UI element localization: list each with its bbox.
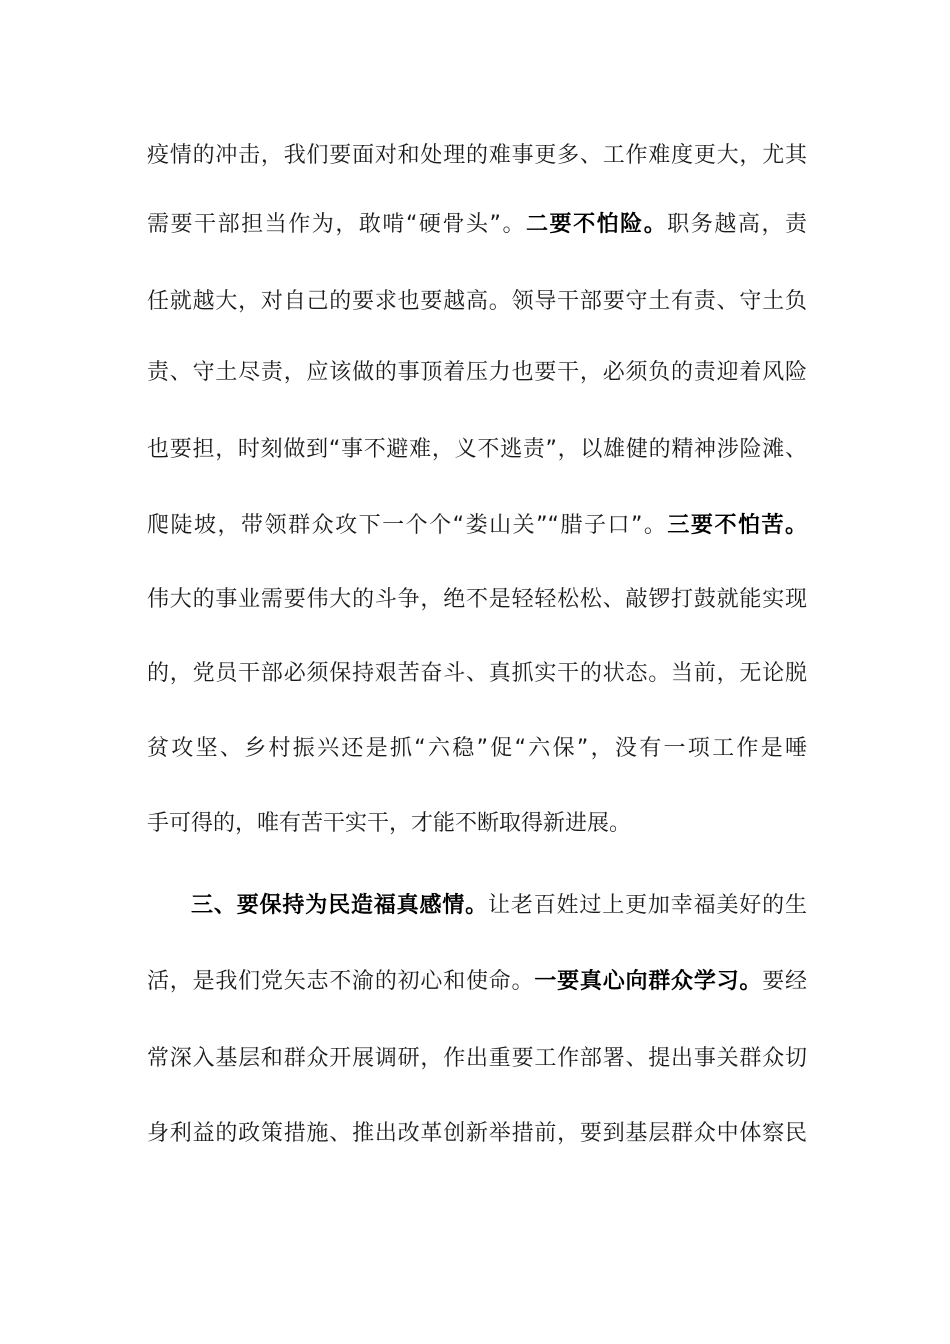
- paragraph-line: [147, 654, 807, 694]
- paragraph-line: [147, 962, 807, 1002]
- text-run: 手可得的，唯有苦干实干，才能不断取得新进展。: [147, 811, 632, 836]
- paragraph-line: [147, 804, 807, 844]
- paragraph-line: [147, 136, 807, 176]
- text-run: 责、守土尽责，应该做的事顶着压力也要干，必须负的责迎着风险: [147, 360, 807, 385]
- paragraph-line: [147, 282, 807, 322]
- bold-heading-run: 二要不怕险。: [526, 212, 668, 237]
- paragraph-line: [147, 580, 807, 620]
- paragraph-line: [147, 1039, 807, 1079]
- bold-heading-run: 三要不怕苦。: [667, 513, 807, 538]
- paragraph-line: [147, 1114, 807, 1154]
- paragraph-line: [147, 353, 807, 393]
- text-run: 贫攻坚、乡村振兴还是抓“六稳”促“六保”，没有一项工作是唾: [147, 736, 807, 761]
- paragraph-line: [147, 430, 807, 470]
- text-run: 的，党员干部必须保持艰苦奋斗、真抓实干的状态。当前，无论脱: [147, 661, 807, 686]
- text-run: 任就越大，对自己的要求也要越高。领导干部要守土有责、守土负: [147, 289, 807, 314]
- text-run: 职务越高，责: [667, 212, 807, 237]
- text-run: 让老百姓过上更加幸福美好的生: [488, 893, 807, 918]
- text-run: 爬陡坡，带领群众攻下一个个“娄山关”“腊子口”。: [147, 513, 668, 538]
- text-run: 也要担，时刻做到“事不避难，义不逃责”，以雄健的精神涉险滩、: [147, 437, 807, 462]
- text-run: 身利益的政策措施、推出改革创新举措前，要到基层群众中体察民: [147, 1121, 807, 1146]
- text-run: 常深入基层和群众开展调研，作出重要工作部署、提出事关群众切: [147, 1046, 807, 1071]
- text-run: 疫情的冲击，我们要面对和处理的难事更多、工作难度更大，尤其: [147, 143, 807, 168]
- paragraph-line: [191, 886, 807, 926]
- text-run: 活，是我们党矢志不渝的初心和使命。: [147, 969, 535, 994]
- paragraph-line: [147, 506, 807, 546]
- text-run: 需要干部担当作为，敢啃“硬骨头”。: [147, 212, 527, 237]
- text-run: 伟大的事业需要伟大的斗争，绝不是轻轻松松、敲锣打鼓就能实现: [147, 587, 807, 612]
- bold-heading-run: 三、要保持为民造福真感情。: [191, 893, 488, 918]
- bold-heading-run: 一要真心向群众学习。: [534, 969, 763, 994]
- text-run: 要经: [762, 969, 807, 994]
- paragraph-line: [147, 729, 807, 769]
- paragraph-line: [147, 205, 807, 245]
